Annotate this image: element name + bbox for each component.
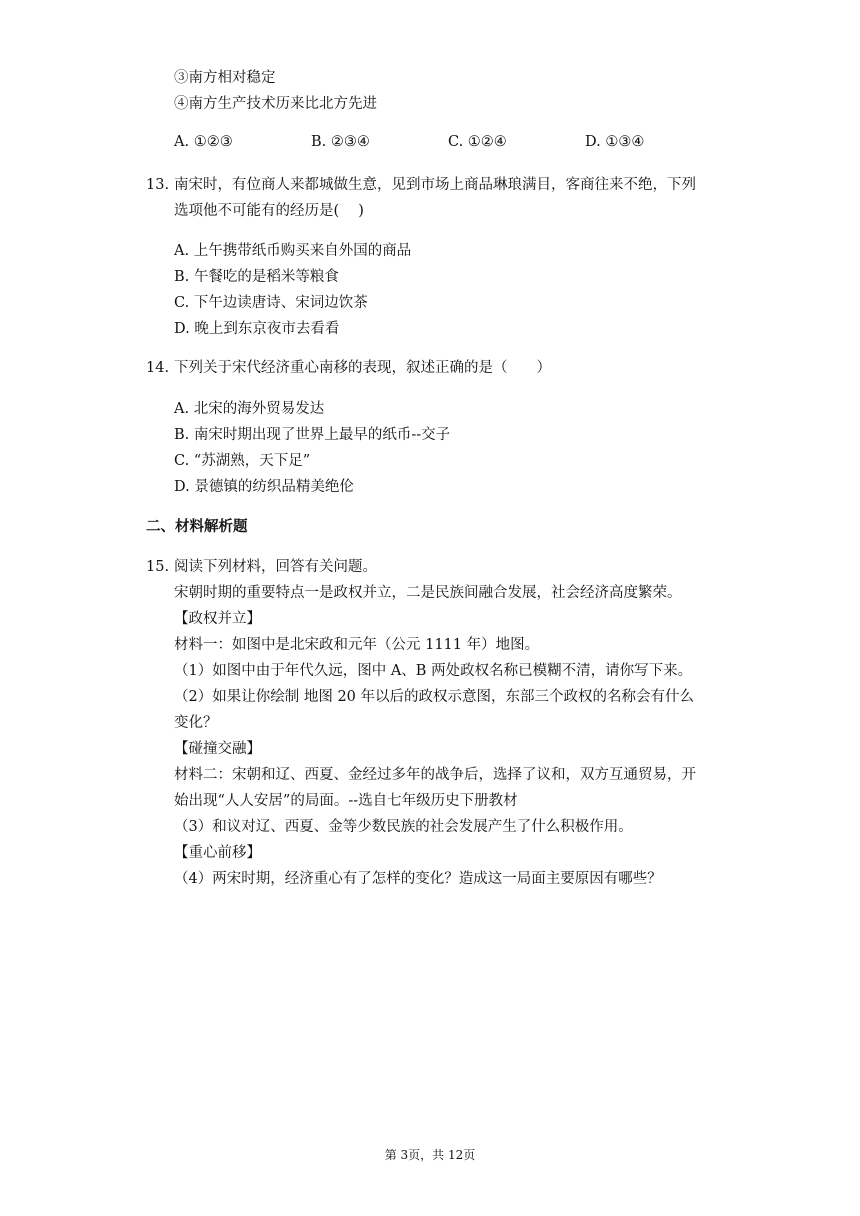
- q14-text: 下列关于宋代经济重心南移的表现，叙述正确的是（ ）: [174, 360, 551, 376]
- q14-option-b: B. 南宋时期出现了世界上最早的纸币--交子: [174, 427, 451, 443]
- q13-option-d: D. 晚上到东京夜市去看看: [174, 321, 340, 337]
- q12-statement-3: ③南方相对稳定: [174, 70, 276, 86]
- q12-option-a: A. ①②③: [174, 134, 233, 150]
- q12-options: [174, 134, 694, 154]
- q13-option-c: C. 下午边读唐诗、宋词边饮茶: [174, 295, 368, 311]
- q14-number: 14.: [146, 360, 170, 376]
- q15-heading-1: 【政权并立】: [174, 611, 261, 627]
- q12-option-b: B. ②③④: [311, 134, 370, 150]
- section-title: 二、材料解析题: [146, 519, 248, 535]
- q12-option-d: D. ①③④: [585, 134, 645, 150]
- q14-option-a: A. 北宋的海外贸易发达: [174, 401, 325, 417]
- q13-text-line-1: 南宋时，有位商人来都城做生意，见到市场上商品琳琅满目，客商往来不绝，下列: [174, 177, 696, 193]
- q15-line: 材料一：如图中是北宋政和元年（公元 1111 年）地图。: [174, 637, 540, 653]
- q13-text-line-2: 选项他不可能有的经历是( ): [174, 203, 364, 219]
- q15-subquestion-2: （2）如果让你绘制 地图 20 年以后的政权示意图，东部三个政权的名称会有什么: [174, 689, 695, 705]
- q15-heading-2: 【碰撞交融】: [174, 741, 261, 757]
- q15-line: 始出现“人人安居”的局面。--选自七年级历史下册教材: [174, 793, 518, 809]
- q12-statement-4: ④南方生产技术历来比北方先进: [174, 96, 377, 112]
- q13-number: 13.: [146, 177, 170, 193]
- q15-subquestion-1: （1）如图中由于年代久远，图中 A、B 两处政权名称已模糊不清，请你写下来。: [174, 663, 693, 679]
- q13-option-b: B. 午餐吃的是稻米等粮食: [174, 269, 339, 285]
- q15-line: 材料二：宋朝和辽、西夏、金经过多年的战争后，选择了议和，双方互通贸易，开: [174, 767, 696, 783]
- page-footer: 第 3页，共 12页: [384, 1148, 476, 1162]
- q15-line: 宋朝时期的重要特点一是政权并立，二是民族间融合发展，社会经济高度繁荣。: [174, 585, 682, 601]
- q15-heading-3: 【重心前移】: [174, 845, 261, 861]
- q12-option-c: C. ①②④: [448, 134, 507, 150]
- q13-option-a: A. 上午携带纸币购买来自外国的商品: [174, 243, 412, 259]
- q14-option-d: D. 景德镇的纺织品精美绝伦: [174, 479, 354, 495]
- q15-number: 15.: [146, 559, 170, 575]
- q15-line: 阅读下列材料，回答有关问题。: [174, 559, 377, 575]
- q15-subquestion-4: （4）两宋时期，经济重心有了怎样的变化？造成这一局面主要原因有哪些？: [174, 871, 662, 887]
- q14-option-c: C. “苏湖熟，天下足”: [174, 453, 311, 469]
- q15-subquestion-3: （3）和议对辽、西夏、金等少数民族的社会发展产生了什么积极作用。: [174, 819, 633, 835]
- q15-line: 变化？: [174, 715, 218, 731]
